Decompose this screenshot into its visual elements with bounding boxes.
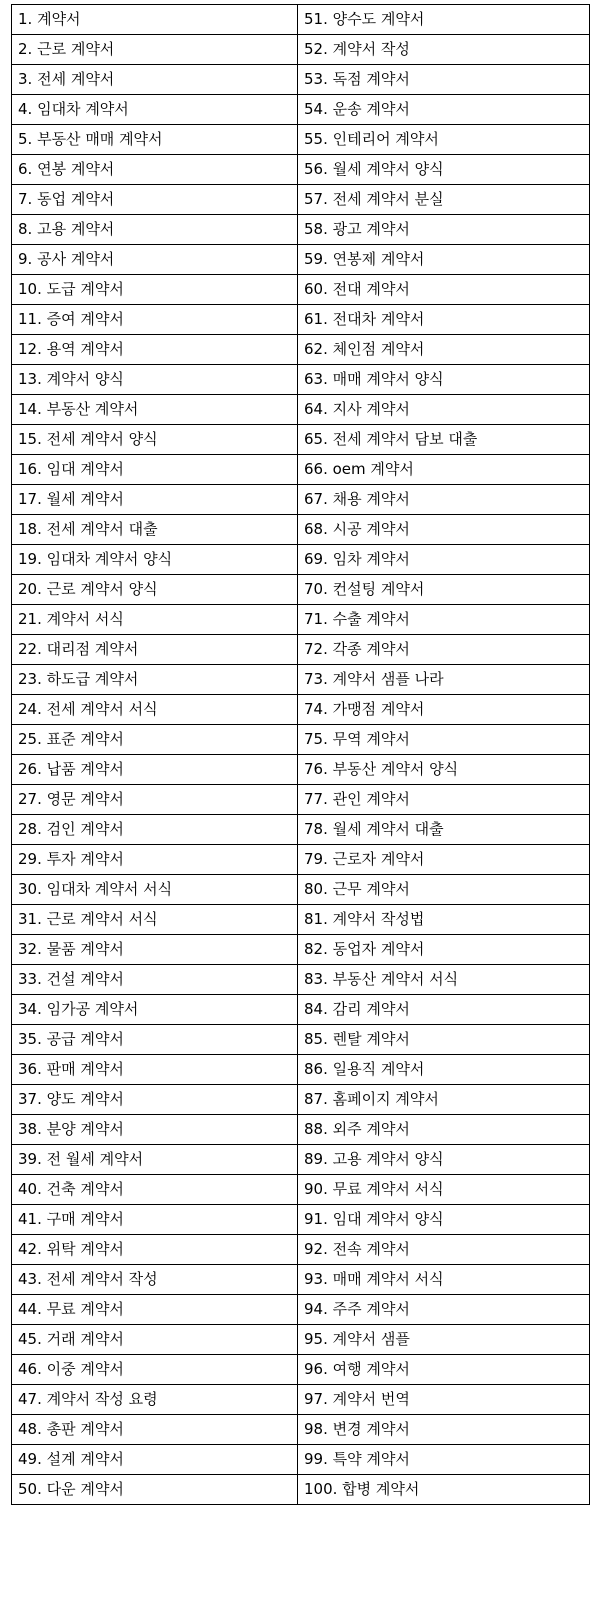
table-cell: 100. 합병 계약서 — [298, 1475, 590, 1505]
table-cell: 62. 체인점 계약서 — [298, 335, 590, 365]
table-row — [12, 65, 590, 95]
table-cell: 84. 감리 계약서 — [298, 995, 590, 1025]
table-cell: 57. 전세 계약서 분실 — [298, 185, 590, 215]
table-row — [12, 1445, 590, 1475]
table-cell: 46. 이중 계약서 — [12, 1355, 298, 1385]
table-row — [12, 995, 590, 1025]
table-cell: 5. 부동산 매매 계약서 — [12, 125, 298, 155]
table-cell: 85. 렌탈 계약서 — [298, 1025, 590, 1055]
table-row — [12, 875, 590, 905]
table-cell: 11. 증여 계약서 — [12, 305, 298, 335]
table-cell: 90. 무료 계약서 서식 — [298, 1175, 590, 1205]
table-cell: 10. 도급 계약서 — [12, 275, 298, 305]
table-row — [12, 1355, 590, 1385]
table-cell: 45. 거래 계약서 — [12, 1325, 298, 1355]
table-row — [12, 785, 590, 815]
table-row — [12, 905, 590, 935]
table-cell: 67. 채용 계약서 — [298, 485, 590, 515]
table-row — [12, 755, 590, 785]
table-row — [12, 1055, 590, 1085]
table-row — [12, 485, 590, 515]
table-row — [12, 725, 590, 755]
table-cell: 2. 근로 계약서 — [12, 35, 298, 65]
table-row — [12, 815, 590, 845]
table-row — [12, 35, 590, 65]
table-cell: 55. 인테리어 계약서 — [298, 125, 590, 155]
keyword-table — [11, 4, 590, 1505]
table-row — [12, 335, 590, 365]
table-cell: 50. 다운 계약서 — [12, 1475, 298, 1505]
table-cell: 19. 임대차 계약서 양식 — [12, 545, 298, 575]
table-row — [12, 1175, 590, 1205]
table-cell: 80. 근무 계약서 — [298, 875, 590, 905]
table-cell: 58. 광고 계약서 — [298, 215, 590, 245]
table-row — [12, 575, 590, 605]
table-cell: 41. 구매 계약서 — [12, 1205, 298, 1235]
table-cell: 44. 무료 계약서 — [12, 1295, 298, 1325]
table-cell: 4. 임대차 계약서 — [12, 95, 298, 125]
table-cell: 24. 전세 계약서 서식 — [12, 695, 298, 725]
table-cell: 59. 연봉제 계약서 — [298, 245, 590, 275]
table-cell: 95. 계약서 샘플 — [298, 1325, 590, 1355]
table-cell: 49. 설계 계약서 — [12, 1445, 298, 1475]
table-cell: 72. 각종 계약서 — [298, 635, 590, 665]
table-cell: 92. 전속 계약서 — [298, 1235, 590, 1265]
table-cell: 63. 매매 계약서 양식 — [298, 365, 590, 395]
table-row — [12, 95, 590, 125]
table-cell: 74. 가맹점 계약서 — [298, 695, 590, 725]
table-row — [12, 1205, 590, 1235]
table-cell: 71. 수출 계약서 — [298, 605, 590, 635]
table-cell: 23. 하도급 계약서 — [12, 665, 298, 695]
table-row — [12, 365, 590, 395]
table-row — [12, 1025, 590, 1055]
table-cell: 21. 계약서 서식 — [12, 605, 298, 635]
table-cell: 86. 일용직 계약서 — [298, 1055, 590, 1085]
table-cell: 31. 근로 계약서 서식 — [12, 905, 298, 935]
table-cell: 53. 독점 계약서 — [298, 65, 590, 95]
table-cell: 8. 고용 계약서 — [12, 215, 298, 245]
table-cell: 17. 월세 계약서 — [12, 485, 298, 515]
table-row — [12, 1415, 590, 1445]
table-cell: 43. 전세 계약서 작성 — [12, 1265, 298, 1295]
table-cell: 13. 계약서 양식 — [12, 365, 298, 395]
table-cell: 38. 분양 계약서 — [12, 1115, 298, 1145]
table-cell: 96. 여행 계약서 — [298, 1355, 590, 1385]
table-cell: 15. 전세 계약서 양식 — [12, 425, 298, 455]
table-cell: 81. 계약서 작성법 — [298, 905, 590, 935]
table-cell: 35. 공급 계약서 — [12, 1025, 298, 1055]
table-cell: 18. 전세 계약서 대출 — [12, 515, 298, 545]
table-cell: 68. 시공 계약서 — [298, 515, 590, 545]
table-cell: 98. 변경 계약서 — [298, 1415, 590, 1445]
table-cell: 34. 임가공 계약서 — [12, 995, 298, 1025]
table-cell: 51. 양수도 계약서 — [298, 5, 590, 35]
table-cell: 30. 임대차 계약서 서식 — [12, 875, 298, 905]
table-cell: 33. 건설 계약서 — [12, 965, 298, 995]
table-cell: 76. 부동산 계약서 양식 — [298, 755, 590, 785]
table-cell: 75. 무역 계약서 — [298, 725, 590, 755]
table-cell: 47. 계약서 작성 요령 — [12, 1385, 298, 1415]
table-cell: 97. 계약서 번역 — [298, 1385, 590, 1415]
table-cell: 60. 전대 계약서 — [298, 275, 590, 305]
table-cell: 6. 연봉 계약서 — [12, 155, 298, 185]
table-cell: 87. 홈페이지 계약서 — [298, 1085, 590, 1115]
table-row — [12, 1385, 590, 1415]
table-row — [12, 1475, 590, 1505]
table-row — [12, 395, 590, 425]
table-cell: 36. 판매 계약서 — [12, 1055, 298, 1085]
table-cell: 79. 근로자 계약서 — [298, 845, 590, 875]
table-cell: 16. 임대 계약서 — [12, 455, 298, 485]
table-row — [12, 665, 590, 695]
table-cell: 37. 양도 계약서 — [12, 1085, 298, 1115]
table-cell: 64. 지사 계약서 — [298, 395, 590, 425]
table-row — [12, 635, 590, 665]
table-row — [12, 695, 590, 725]
table-cell: 70. 컨설팅 계약서 — [298, 575, 590, 605]
table-cell: 40. 건축 계약서 — [12, 1175, 298, 1205]
table-row — [12, 545, 590, 575]
table-cell: 91. 임대 계약서 양식 — [298, 1205, 590, 1235]
table-cell: 42. 위탁 계약서 — [12, 1235, 298, 1265]
table-row — [12, 935, 590, 965]
table-row — [12, 1235, 590, 1265]
table-row — [12, 515, 590, 545]
table-cell: 32. 물품 계약서 — [12, 935, 298, 965]
table-cell: 1. 계약서 — [12, 5, 298, 35]
table-cell: 82. 동업자 계약서 — [298, 935, 590, 965]
table-row — [12, 1115, 590, 1145]
table-row — [12, 275, 590, 305]
table-cell: 93. 매매 계약서 서식 — [298, 1265, 590, 1295]
table-cell: 94. 주주 계약서 — [298, 1295, 590, 1325]
table-row — [12, 245, 590, 275]
table-row — [12, 425, 590, 455]
table-row — [12, 1145, 590, 1175]
table-cell: 22. 대리점 계약서 — [12, 635, 298, 665]
table-row — [12, 215, 590, 245]
table-row — [12, 1085, 590, 1115]
table-cell: 54. 운송 계약서 — [298, 95, 590, 125]
table-row — [12, 1265, 590, 1295]
table-row — [12, 1325, 590, 1355]
table-row — [12, 125, 590, 155]
table-cell: 66. oem 계약서 — [298, 455, 590, 485]
table-cell: 78. 월세 계약서 대출 — [298, 815, 590, 845]
table-row — [12, 845, 590, 875]
table-cell: 52. 계약서 작성 — [298, 35, 590, 65]
table-cell: 28. 검인 계약서 — [12, 815, 298, 845]
table-row — [12, 1295, 590, 1325]
keyword-list-document — [11, 4, 590, 1505]
table-cell: 12. 용역 계약서 — [12, 335, 298, 365]
table-row — [12, 155, 590, 185]
table-cell: 26. 납품 계약서 — [12, 755, 298, 785]
table-cell: 29. 투자 계약서 — [12, 845, 298, 875]
table-cell: 7. 동업 계약서 — [12, 185, 298, 215]
table-cell: 9. 공사 계약서 — [12, 245, 298, 275]
table-row — [12, 185, 590, 215]
table-cell: 77. 관인 계약서 — [298, 785, 590, 815]
table-cell: 3. 전세 계약서 — [12, 65, 298, 95]
table-row — [12, 605, 590, 635]
table-cell: 56. 월세 계약서 양식 — [298, 155, 590, 185]
table-cell: 88. 외주 계약서 — [298, 1115, 590, 1145]
table-cell: 83. 부동산 계약서 서식 — [298, 965, 590, 995]
table-cell: 25. 표준 계약서 — [12, 725, 298, 755]
table-cell: 48. 총판 계약서 — [12, 1415, 298, 1445]
table-cell: 89. 고용 계약서 양식 — [298, 1145, 590, 1175]
table-row — [12, 965, 590, 995]
table-cell: 20. 근로 계약서 양식 — [12, 575, 298, 605]
table-cell: 61. 전대차 계약서 — [298, 305, 590, 335]
table-row — [12, 5, 590, 35]
table-row — [12, 455, 590, 485]
table-cell: 99. 특약 계약서 — [298, 1445, 590, 1475]
table-cell: 14. 부동산 계약서 — [12, 395, 298, 425]
table-cell: 69. 임차 계약서 — [298, 545, 590, 575]
table-cell: 73. 계약서 샘플 나라 — [298, 665, 590, 695]
table-row — [12, 305, 590, 335]
table-cell: 65. 전세 계약서 담보 대출 — [298, 425, 590, 455]
table-cell: 27. 영문 계약서 — [12, 785, 298, 815]
table-cell: 39. 전 월세 계약서 — [12, 1145, 298, 1175]
